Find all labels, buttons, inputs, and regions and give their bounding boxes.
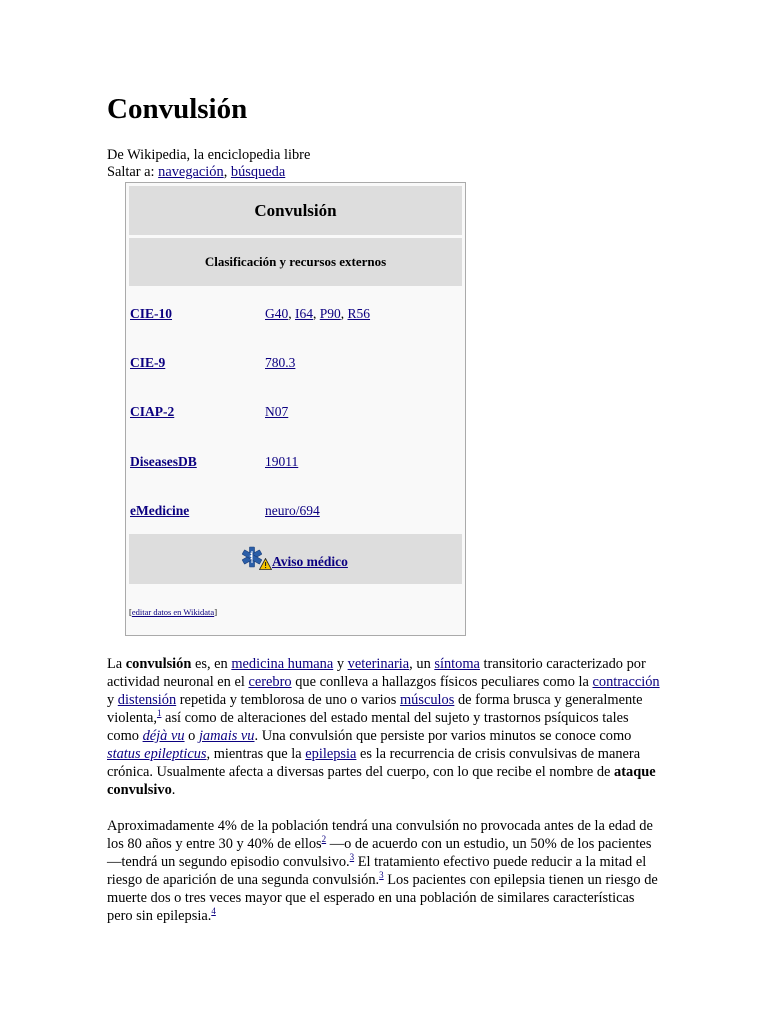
text: , un [409,656,435,672]
skip-separator: , [223,164,231,180]
infobox [125,182,466,636]
reference-link[interactable]: 3 [379,870,384,881]
text: Los pacientes con epilepsia tienen un riesgo de muerte dos o tres veces mayor que el esperado en una población de similares características pero sin epilepsia. [107,872,658,924]
code-link[interactable]: 19011 [265,454,299,469]
text: repetida y temblorosa de uno o varios [176,692,400,708]
wikidata-edit [129,607,217,617]
value-separator: , [340,306,348,321]
infobox-row-emedicine [126,502,465,520]
infobox-row-diseasesdb [126,453,465,471]
link-veterinaria[interactable]: veterinaria [347,656,410,672]
link-deja-vu[interactable]: déjà vu [142,728,185,744]
infobox-value [265,305,370,323]
code-link[interactable]: I64 [295,306,313,321]
link-sintoma[interactable]: síntoma [434,656,480,672]
link-jamais-vu[interactable]: jamais vu [198,728,255,744]
value-separator: , [288,306,295,321]
bold-term: convulsión [125,656,192,672]
infobox-row-cie9 [126,354,465,372]
text: —o de acuerdo con un estudio, un 50% de los pacientes—tendrá un segundo episodio convulsivo. [107,836,652,870]
medical-warning [129,534,462,584]
text: o [184,728,199,744]
link-status-epilepticus[interactable]: status epilepticus [107,746,207,762]
infobox-row-cie10 [126,305,465,323]
infobox-subtitle: Clasificación y recursos externos [129,238,462,286]
tagline: De Wikipedia, la enciclopedia libre [107,147,311,163]
medical-warning-link[interactable]: Aviso médico [272,554,348,569]
text: y [333,656,348,672]
infobox-value [265,453,298,471]
paragraph-intro [107,655,663,799]
link-cerebro[interactable]: cerebro [248,674,292,690]
value-separator: , [313,306,320,321]
text: transitorio caracterizado por actividad neuronal en el [107,656,646,690]
skip-prefix: Saltar a: [107,164,159,180]
text: . [171,782,176,798]
text: , mientras que la [206,746,306,762]
text: . Una convulsión que persiste por varios minutos se conoce como [254,728,632,744]
text: es, en [191,656,232,672]
infobox-key-link[interactable]: CIE-10 [130,306,173,321]
warning-icon [259,557,272,569]
edit-wikidata-link[interactable]: editar datos en Wikidata [131,607,215,617]
skip-links [107,163,285,181]
infobox-key-link[interactable]: DiseasesDB [130,454,197,469]
infobox-key-link[interactable]: eMedicine [130,503,190,518]
reference-link[interactable]: 4 [211,906,216,917]
link-medicina-humana[interactable]: medicina humana [231,656,334,672]
infobox-value [265,403,288,421]
reference-link[interactable]: 3 [349,852,355,863]
code-link[interactable]: neuro/694 [265,503,320,518]
code-link[interactable]: G40 [265,306,289,321]
reference-link[interactable]: 1 [156,708,162,719]
reference-link[interactable]: 2 [321,834,327,845]
text: Aproximadamente 4% de la población tendrá una convulsión no provocada antes de la edad de los 80 años y entre 30 y 40% de ellos [107,818,653,852]
edit-bracket-close: ] [214,607,218,617]
text: La [107,656,126,672]
link-epilepsia[interactable]: epilepsia [305,746,357,762]
code-link[interactable]: P90 [319,306,341,321]
text: El tratamiento efectivo puede reducir a la mitad el riesgo de aparición de una segunda convulsión. [107,854,647,888]
bold-term: ataque convulsivo [107,764,656,798]
text: es la recurrencia de crisis convulsivas de manera crónica. Usualmente afecta a diversas partes del cuerpo, con lo que recibe el nombre de [107,746,641,780]
code-link[interactable]: 780.3 [265,355,296,370]
skip-navigation-link[interactable]: navegación [158,164,224,180]
link-contraccion[interactable]: contracción [592,674,660,690]
code-link[interactable]: N07 [265,404,289,419]
text: y [107,692,118,708]
code-link[interactable]: R56 [347,306,371,321]
infobox-title: Convulsión [129,186,462,235]
text: así como de alteraciones del estado mental del sujeto y trastornos psíquicos tales como [107,710,629,744]
infobox-key-link[interactable]: CIAP-2 [130,404,175,419]
text: que conlleva a hallazgos físicos peculiares como la [291,674,593,690]
page-title: Convulsión [107,93,248,125]
paragraph-statistics [107,817,663,925]
medical-warning-content [241,546,348,572]
skip-search-link[interactable]: búsqueda [230,164,286,180]
infobox-key-link[interactable]: CIE-9 [130,355,166,370]
infobox-value [265,502,320,520]
infobox-row-ciap2 [126,403,465,421]
edit-bracket-open: [ [129,607,132,617]
link-distension[interactable]: distensión [117,692,177,708]
text: de forma brusca y generalmente violenta, [107,692,643,726]
infobox-value [265,354,295,372]
link-musculos[interactable]: músculos [399,692,455,708]
